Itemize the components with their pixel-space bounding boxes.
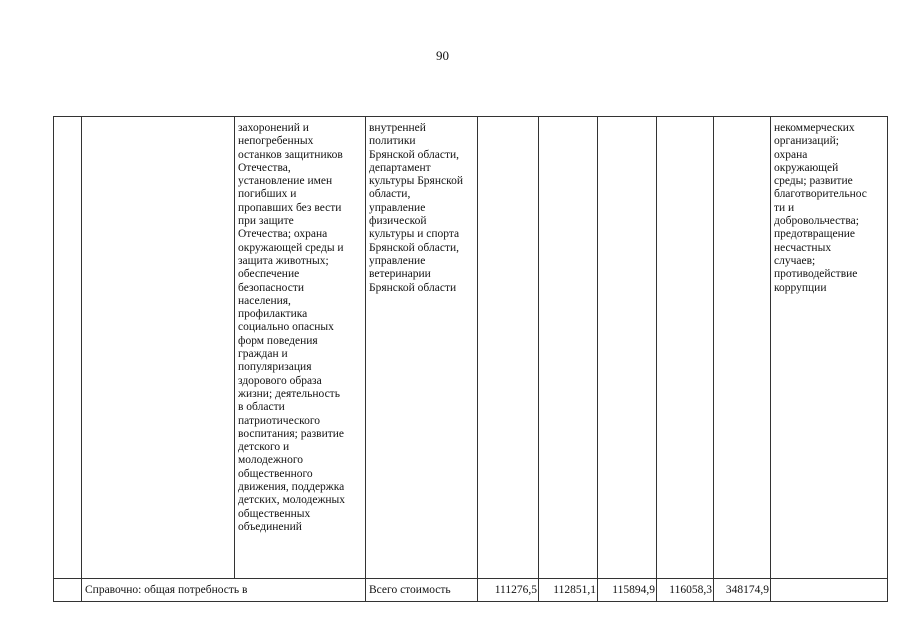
table-cell	[539, 117, 598, 579]
table-cell	[598, 117, 657, 579]
summary-value: 116058,3	[657, 579, 714, 602]
table-cell	[771, 579, 888, 602]
summary-value: 348174,9	[714, 579, 771, 602]
summary-row	[54, 579, 888, 602]
page-number: 90	[436, 48, 449, 63]
table-cell	[54, 117, 82, 579]
total-cost-label: Всего стоимость	[366, 579, 478, 602]
summary-value: 112851,1	[539, 579, 598, 602]
directions-cell: некоммерческих организаций; охрана окружающей среды; развитие благотворительнос ти и добровольчества; предотвращение несчастных случаев; противодействие коррупции	[771, 117, 888, 579]
activity-description-cell: захоронений и непогребенных останков защитников Отечества, установление имен погибших и пропавших без вести при защите Отечества; охрана окружающей среды и защита животных; обеспечение безопасности населения, профилактика социально опасных форм поведения граждан и популяризация здорового образа жизни; деятельность в области патриотического воспитания; развитие детского и молодежного общественного движения, поддержка детских, молодежных общественных объединений	[235, 117, 366, 579]
table-cell	[478, 117, 539, 579]
table-cell	[714, 117, 771, 579]
table-cell	[82, 117, 235, 579]
responsible-bodies-cell: внутренней политики Брянской области, департамент культуры Брянской области, управление физической культуры и спорта Брянской области, управление ветеринарии Брянской области	[366, 117, 478, 579]
table-row	[54, 117, 888, 579]
summary-label: Справочно: общая потребность в	[82, 579, 366, 602]
summary-value: 115894,9	[598, 579, 657, 602]
summary-value: 111276,5	[478, 579, 539, 602]
document-table	[53, 116, 888, 602]
table-cell	[54, 579, 82, 602]
table-cell	[657, 117, 714, 579]
